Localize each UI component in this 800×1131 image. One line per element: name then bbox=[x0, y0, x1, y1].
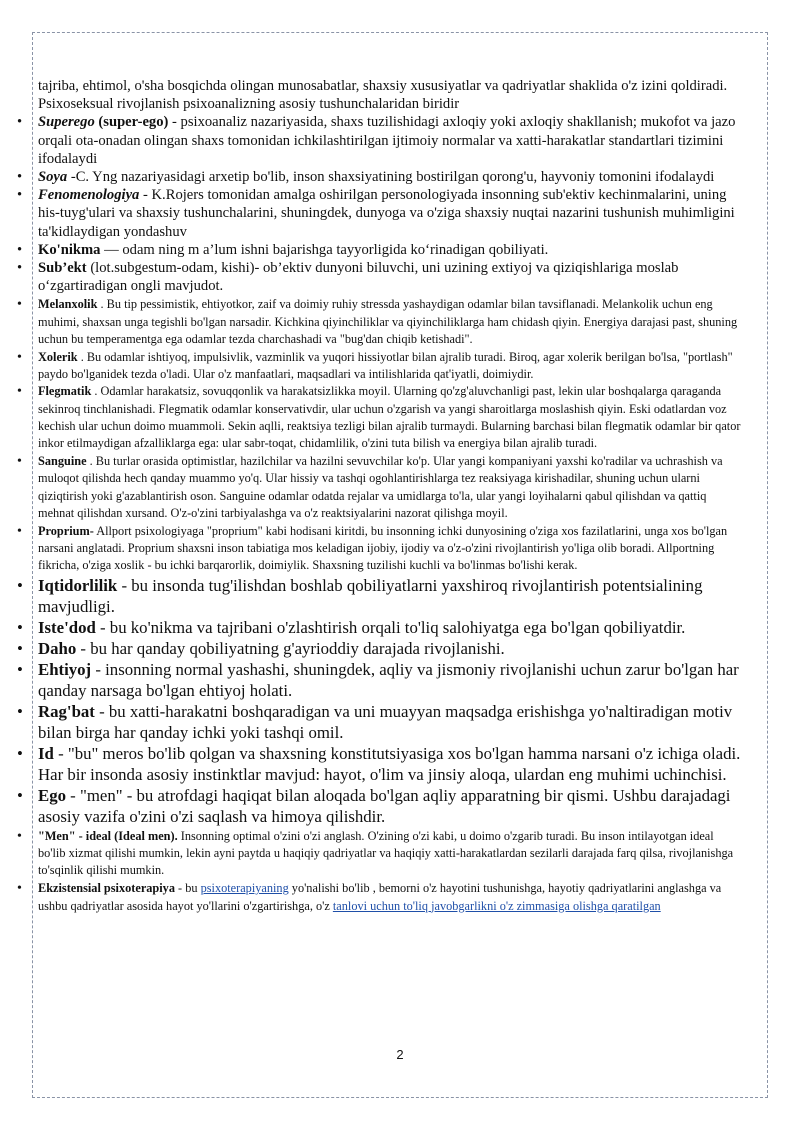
list-item-sanguine bbox=[17, 453, 743, 522]
definition-flegmatik: . Odamlar harakatsiz, sovuqqonlik va harakatsizlikka moyil. Ularning qo'zg'aluvchanligi past, lekin ular boshqalarga qaraganda sekinroq tinchlanishadi. Flegmatik odamlar konservativdir, ular uchun o'zgarish va yangi sharoitlarga moslashish qiyin. Eski odatlardan voz kechish ular uchun doimo muammoli. Sekin aqlli, reaktsiya tezligi bilan ajralib turmaydi. Bularning barchasi bilan flegmatik odamlar bir qator inkor etilmaydigan afzalliklarga ega: ular sabr-toqat, chidamlilik, o'zini tuta bilish va energiya bilan ajralib turadi. bbox=[38, 384, 741, 451]
continuation-paragraph: tajriba, ehtimol, o'sha bosqichda olingan munosabatlar, shaxsiy xususiyatlar va qadriyatlar shaklida o'z izini qoldiradi. Psixoseksual rivojlanish psixoanalizning asosiy tushunchalaridan biridir bbox=[38, 78, 728, 113]
definition-ekzistensial-part1: - bu bbox=[174, 881, 201, 896]
term-fenomenologiya: Fenomenologiya bbox=[38, 187, 140, 204]
list-item-id bbox=[17, 743, 743, 785]
term-id: Id bbox=[38, 743, 54, 763]
definition-subekt: (lot.subgestum-odam, kishi)- ob’ektiv dunyoni biluvchi, uni uzining extiyoj va qiziqishlariga moslab o‘zgartiradigan ongli mavjudot. bbox=[38, 260, 679, 295]
list-item-xolerik bbox=[17, 349, 743, 383]
bullet-icon: • bbox=[17, 114, 23, 131]
bullet-icon: • bbox=[17, 187, 23, 204]
list-item-ragbat bbox=[17, 701, 743, 743]
list-item-ego bbox=[17, 785, 743, 827]
definition-ego: - "men" - bu atrofdagi haqiqat bilan aloqada bo'lgan aqliy apparatning bir qismi. Ushbu darajadagi asosiy vazifa o'zini o'zi saqlash va himoya qilishdir. bbox=[38, 785, 731, 826]
list-item-subekt bbox=[17, 259, 743, 295]
definition-istedod: - bu ko'nikma va tajribani o'zlashtirish orqali to'liq salohiyatga ega bo'lgan qobiliyatdir. bbox=[95, 617, 686, 637]
definition-sanguine: . Bu turlar orasida optimistlar, hazilchilar va hazilni sevuvchilar ko'p. Ular yangi kompaniyani yaxshi ko'radilar va uchrashish va muloqot qilishda hech qanday muammo yo'q. Ular hissiy va tashqi ogohlantirishlarga tez reaksiyaga kirishadilar, shuning uchun ularni qiziqtirish yoki g'azablantirish oson. Sanguine odamlar odatda rejalar va umidlarga to'la, ular yangi loyihalarni qabul qilishdan va qattiq mehnat qilishdan xursand. O'z-o'zini tarbiyalashga va o'z reaktsiyalarini nazorat qilishga moyil. bbox=[38, 454, 723, 520]
list-item-superego bbox=[17, 113, 743, 168]
bullet-icon: • bbox=[17, 454, 22, 470]
list-item-konikma bbox=[17, 241, 743, 259]
link-tanlovi[interactable]: tanlovi uchun to'liq javobgarlikni o'z zimmasiga olishga qaratilgan bbox=[332, 898, 661, 913]
definition-id: - "bu" meros bo'lib qolgan va shaxsning konstitutsiyasiga xos bo'lgan hamma narsani o'z ichiga oladi. Har bir insonda asosiy instinktlar mavjud: hayot, o'lim va jinsiy aloqa, ulardan eng muhimi uchinchisi. bbox=[38, 743, 741, 784]
list-item-soya bbox=[17, 168, 743, 186]
bullet-icon: • bbox=[17, 241, 23, 258]
definition-xolerik: . Bu odamlar ishtiyoq, impulsivlik, vazminlik va yuqori hissiyotlar bilan ajralib turadi. Biroq, agar xolerik berilgan bo'lsa, "portlash" paydo bo'lganidek tezda o'ladi. Ular o'z manfaatlari, maqsadlari va intilishlarida qat'iyatli, doimiydir. bbox=[38, 350, 733, 382]
definition-daho: - bu har qanday qobiliyatning g'ayrioddiy darajada rivojlanishi. bbox=[76, 638, 505, 658]
page-content bbox=[17, 77, 743, 915]
bullet-icon: • bbox=[17, 350, 22, 366]
list-item-fenomenologiya bbox=[17, 186, 743, 241]
definition-konikma: — odam ning m a’lum ishni bajarishga tayyorligida ko‘rinadigan qobiliyati. bbox=[100, 241, 549, 258]
term-soya: Soya bbox=[38, 169, 68, 186]
term-superego-extra: (super-ego) bbox=[94, 114, 169, 131]
bullet-icon: • bbox=[17, 260, 23, 277]
term-proprium: Proprium- bbox=[38, 524, 94, 539]
list-item-iqtidorlilik bbox=[17, 575, 743, 617]
definition-iqtidorlilik: - bu insonda tug'ilishdan boshlab qobiliyatlarni yaxshiroq rivojlantirish potentsialining mavjudligi. bbox=[38, 575, 703, 616]
bullet-icon: • bbox=[17, 524, 22, 540]
bullet-icon: • bbox=[17, 638, 23, 658]
list-item-istedod bbox=[17, 617, 743, 638]
bullet-icon: • bbox=[17, 169, 23, 186]
page-number: 2 bbox=[396, 1047, 404, 1062]
definition-proprium: Allport psixologiyaga "proprium" kabi hodisani kiritdi, bu insonning ichki dunyosining o'ziga xos fazilatlarini, unga xos bo'lgan narsani anglatadi. Proprium shaxsni inson tabiatiga mos keladigan ijobiy, ijodiy va o'z-o'zini rivojlantirish yo'liga olib boradi. Allportning fikricha, o'ziga xoslik - bu ichki barqarorlik, doimiylik. Shaxsning tuzilishi kuchli va bo'linmas bo'lishi kerak. bbox=[38, 524, 728, 573]
bullet-icon: • bbox=[17, 575, 23, 595]
bullet-icon: • bbox=[17, 881, 22, 897]
term-iqtidorlilik: Iqtidorlilik bbox=[38, 575, 118, 595]
term-ehtiyoj: Ehtiyoj bbox=[38, 659, 92, 679]
term-flegmatik: Flegmatik bbox=[38, 384, 92, 399]
list-item-ideal-men bbox=[17, 828, 743, 880]
bullet-icon: • bbox=[17, 701, 23, 721]
list-item-flegmatik bbox=[17, 383, 743, 452]
term-subekt: Sub’ekt bbox=[38, 260, 87, 277]
bullet-icon: • bbox=[17, 785, 23, 805]
list-item-proprium bbox=[17, 523, 743, 575]
list-item-daho bbox=[17, 638, 743, 659]
term-ekzistensial: Ekzistensial psixoterapiya bbox=[38, 881, 175, 896]
term-daho: Daho bbox=[38, 638, 77, 658]
list-item-melanxolik bbox=[17, 296, 743, 348]
definition-ragbat: - bu xatti-harakatni boshqaradigan va uni muayyan maqsadga erishishga yo'naltiradigan motiv bilan birga har qanday ichki yoki tashqi omil. bbox=[38, 701, 733, 742]
definition-superego: - psixoanaliz nazariyasida, shaxs tuzilishidagi axloqiy yoki axloqiy shakllanish; mukofot va jazo orqali ota-onadan olingan shaxs tomonidan ichkilashtirilgan ijtimoiy normalar va xatti-harakatlar standartlari tizimini ifodalaydi bbox=[38, 114, 736, 167]
definition-melanxolik: . Bu tip pessimistik, ehtiyotkor, zaif va doimiy ruhiy stressda yashaydigan odamlar bilan tavsiflanadi. Melankolik uchun eng muhimi, shaxsan unga tegishli bo'lgan narsadir. Kichkina qiyinchiliklar va qiyinchiliklarga ham chidash qiyin. Energiya darajasi past, shuning uchun bu temperamentga ega odamlar tezda charchashadi va "bug'dan chiqib ketishadi". bbox=[38, 297, 738, 346]
definition-ehtiyoj: - insonning normal yashashi, shuningdek, aqliy va jismoniy rivojlanishi uchun zarur bo'lgan har qanday narsaga bo'lgan ehtiyoj holati. bbox=[38, 659, 739, 700]
term-superego: Superego bbox=[38, 114, 95, 131]
bullet-icon: • bbox=[17, 659, 23, 679]
term-melanxolik: Melanxolik bbox=[38, 297, 98, 312]
term-ideal-men: "Men" - ideal (Ideal men). bbox=[38, 828, 178, 843]
definition-ekzistensial-part2: yo'nalishi bo'lib , bemorni o'z hayotini tushunishga, hayotiy qadriyatlarini anglashga va ushbu qadriyatlar asosida hayot yo'llarini o'zgartirishga, o'z bbox=[38, 881, 722, 913]
term-sanguine: Sanguine bbox=[38, 454, 87, 469]
definition-ideal-men: Insonning optimal o'zini o'zi anglash. O'zining o'zi kabi, u doimo o'zgarib turadi. Bu inson intilayotgan ideal bo'lib xizmat qilishi mumkin, lekin ayni paytda u haqiqiy qadriyatlar va haqiqiy xatti-harakatlardan sezilarli darajada farq qilsa, rivojlanishga to'sqinlik qilishi mumkin. bbox=[38, 828, 734, 878]
definition-fenomenologiya: - K.Rojers tomonidan amalga oshirilgan personologiyada insonning sub'ektiv kechinmalarini, uning his-tuyg'ulari va shaxsiy tushunchalarini, shuningdek, dunyoga va o'ziga shaxsiy nuqtai nazarini tushunish muhimligini ta'kidlaydigan yondashuv bbox=[38, 187, 735, 240]
bullet-icon: • bbox=[17, 297, 22, 313]
list-item-ehtiyoj bbox=[17, 659, 743, 701]
term-ragbat: Rag'bat bbox=[38, 701, 95, 721]
term-konikma: Ko'nikma bbox=[38, 241, 101, 258]
term-istedod: Iste'dod bbox=[38, 617, 96, 637]
term-xolerik: Xolerik bbox=[38, 350, 78, 365]
term-ego: Ego bbox=[38, 785, 66, 805]
definition-soya: -C. Yng nazariyasidagi arxetip bo'lib, inson shaxsiyatining bostirilgan qorong'u, hayvoniy tomonini ifodalaydi bbox=[67, 169, 715, 186]
bullet-icon: • bbox=[17, 617, 23, 637]
bullet-icon: • bbox=[17, 828, 22, 844]
list-item-ekzistensial bbox=[17, 880, 743, 914]
bullet-icon: • bbox=[17, 384, 22, 400]
bullet-icon: • bbox=[17, 743, 23, 763]
link-psixoterapiyaning[interactable]: psixoterapiyaning bbox=[200, 881, 289, 896]
